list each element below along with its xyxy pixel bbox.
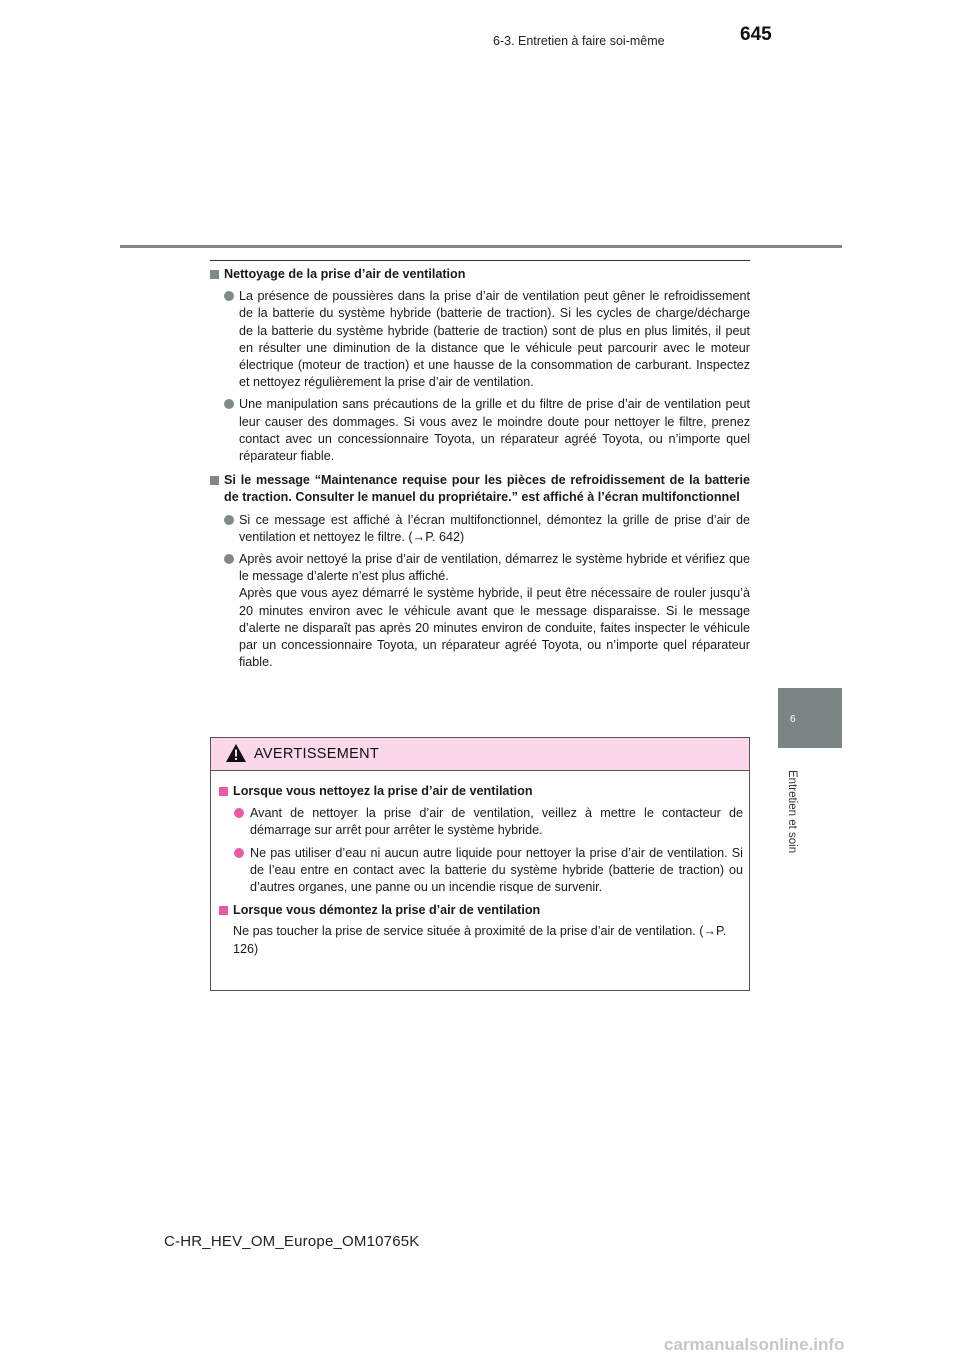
round-bullet-icon	[224, 291, 234, 301]
warning-section-heading: Lorsque vous nettoyez la prise d’air de ventilation	[219, 783, 743, 800]
round-bullet-icon	[224, 399, 234, 409]
list-item: Après avoir nettoyé la prise d’air de ventilation, démarrez le système hybride et vérifiez que le message d’alerte n’est plus affiché. Après que vous ayez démarré le système hybride, il peut être nécessaire de rouler jusqu’à 20 minutes environ avec le véhicule avant que le message disparaisse. Si le message d’alerte ne disparaît pas après 20 minutes environ de conduite, faites inspecter le véhicule par un concessionnaire Toyota, un réparateur agréé Toyota, ou n’importe quel réparateur fiable.	[210, 551, 750, 671]
round-bullet-icon	[234, 808, 244, 818]
list-item-continuation: Après que vous ayez démarré le système hybride, il peut être nécessaire de rouler jusqu’à 20 minutes environ avec le véhicule avant que le message disparaisse. Si le message d’alerte ne disparaît pas après 20 minutes environ de conduite, faites inspecter le véhicule par un concessionnaire Toyota, un réparateur agréé Toyota, ou n’importe quel réparateur fiable.	[239, 586, 750, 670]
round-bullet-icon	[224, 554, 234, 564]
main-content	[210, 266, 750, 671]
section-heading: Si le message “Maintenance requise pour les pièces de refroidissement de la batterie de traction. Consulter le manuel du propriétaire.” est affiché à l’écran multifonctionnel	[210, 472, 750, 506]
header-rule	[120, 245, 842, 248]
chapter-label: Entretien et soin	[786, 770, 798, 854]
page-number: 645	[740, 24, 772, 45]
warning-text: Ne pas toucher la prise de service située à proximité de la prise d’air de ventilation. (→P. 126)	[233, 924, 727, 956]
warning-title: AVERTISSEMENT	[254, 746, 380, 762]
square-bullet-icon	[219, 906, 228, 915]
warning-section-heading: Lorsque vous démontez la prise d’air de ventilation	[219, 902, 743, 919]
round-bullet-icon	[234, 848, 244, 858]
watermark: carmanualsonline.info	[664, 1335, 845, 1354]
list-item: Avant de nettoyer la prise d’air de ventilation, veillez à mettre le contacteur de démarrage sur arrêt pour arrêter le système hybride.	[219, 805, 743, 839]
warning-triangle-icon	[225, 743, 247, 768]
square-bullet-icon	[219, 787, 228, 796]
list-item: Ne pas utiliser d’eau ni aucun autre liquide pour nettoyer la prise d’air de ventilation. Si de l’eau entre en contact avec la batterie du système hybride (batterie de traction) ou d’autres organes, une panne ou un incendie risque de survenir.	[219, 845, 743, 897]
section-title: 6-3. Entretien à faire soi-même	[493, 34, 665, 48]
list-item: Si ce message est affiché à l’écran multifonctionnel, démontez la grille de prise d’air de ventilation et nettoyez le filtre. (→P. 642)	[210, 512, 750, 546]
list-item: La présence de poussières dans la prise d’air de ventilation peut gêner le refroidissement de la batterie du système hybride (batterie de traction). Si les cycles de charge/décharge de la batterie du système hybride (batterie de traction) sont de plus en plus limités, il peut en résulter une diminution de la distance que le véhicule peut parcourir avec le moteur électrique (moteur de traction) et une hausse de la consommation de carburant. Inspectez et nettoyez régulièrement la prise d’air de ventilation.	[210, 288, 750, 391]
document-id: C-HR_HEV_OM_Europe_OM10765K	[164, 1233, 420, 1250]
round-bullet-icon	[224, 515, 234, 525]
section-heading: Nettoyage de la prise d’air de ventilation	[210, 266, 750, 283]
warning-body	[211, 771, 749, 958]
chapter-tab	[778, 688, 842, 748]
content-rule	[210, 260, 750, 261]
warning-box	[210, 737, 750, 991]
chapter-number: 6	[790, 714, 796, 725]
list-item: Une manipulation sans précautions de la grille et du filtre de prise d’air de ventilation peut leur causer des dommages. Si vous avez le moindre doute pour nettoyer le filtre, prenez contact avec un concessionnaire Toyota, un réparateur agréé Toyota, ou n’importe quel réparateur fiable.	[210, 396, 750, 465]
square-bullet-icon	[210, 270, 219, 279]
warning-header	[211, 738, 749, 771]
square-bullet-icon	[210, 476, 219, 485]
